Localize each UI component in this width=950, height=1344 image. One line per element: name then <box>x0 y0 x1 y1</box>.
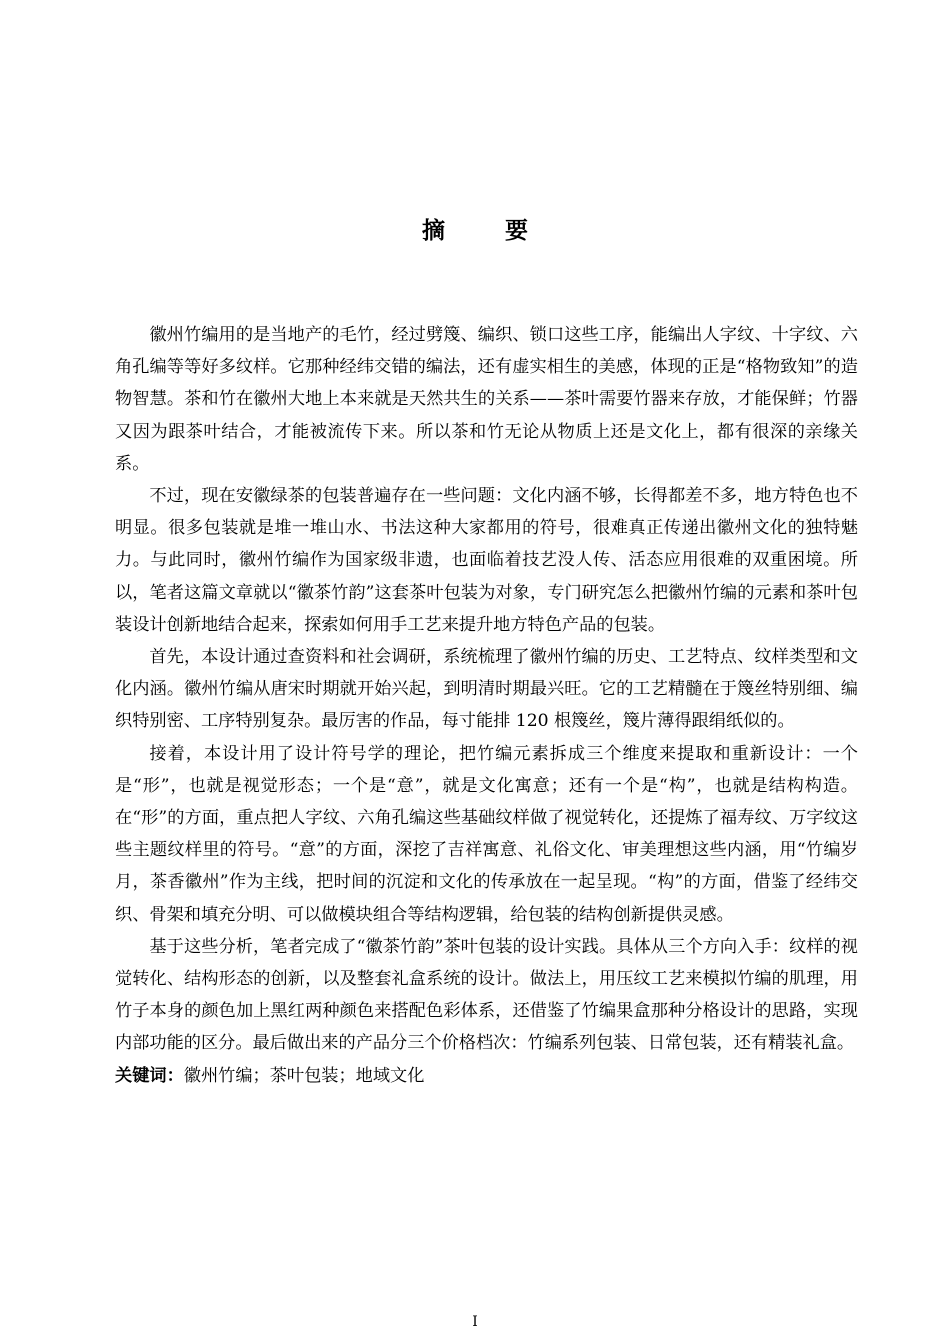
page-title: 摘 要 <box>421 218 554 244</box>
abstract-paragraph-1: 徽州竹编用的是当地产的毛竹，经过劈篾、编织、锁口这些工序，能编出人字纹、十字纹、六角孔编等等好多纹样。它那种经纬交错的编法，还有虚实相生的美感，体现的正是“格物致知”的造物智慧。茶和竹在徽州大地上本来就是天然共生的关系——茶叶需要竹器来存放，才能保鲜；竹器又因为跟茶叶结合，才能被流传下来。所以茶和竹无论从物质上还是文化上，都有很深的亲缘关系。 <box>115 325 858 474</box>
abstract-paragraph-5: 基于这些分析，笔者完成了“徽茶竹韵”茶叶包装的设计实践。具体从三个方向入手：纹样的视觉转化、结构形态的创新，以及整套礼盒系统的设计。做法上，用压纹工艺来模拟竹编的肌理，用竹子本身的颜色加上黑红两种颜色来搭配色彩体系，还借鉴了竹编果盒那种分格设计的思路，实现内部功能的区分。最后做出来的产品分三个价格档次：竹编系列包装、日常包装，还有精装礼盒。 <box>115 936 858 1054</box>
page-number: I <box>472 1314 478 1330</box>
abstract-paragraph-4: 接着，本设计用了设计符号学的理论，把竹编元素拆成三个维度来提取和重新设计：一个是“形”，也就是视觉形态；一个是“意”，就是文化寓意；还有一个是“构”，也就是结构构造。在“形”的方面，重点把人字纹、六角孔编这些基础纹样做了视觉转化，还提炼了福寿纹、万字纹这些主题纹样里的符号。“意”的方面，深挖了吉祥寓意、礼俗文化、审美理想这些内涵，用“竹编岁月，茶香徽州”作为主线，把时间的沉淀和文化的传承放在一起呈现。“构”的方面，借鉴了经纬交织、骨架和填充分明、可以做模块组合等结构逻辑，给包装的结构创新提供灵感。 <box>115 743 858 925</box>
abstract-body <box>115 319 858 1092</box>
keywords-label: 关键词： <box>115 1065 184 1086</box>
keywords-line <box>115 1060 858 1092</box>
abstract-paragraph-2: 不过，现在安徽绿茶的包装普遍存在一些问题：文化内涵不够，长得都差不多，地方特色也不明显。很多包装就是堆一堆山水、书法这种大家都用的符号，很难真正传递出徽州文化的独特魅力。与此同时，徽州竹编作为国家级非遗，也面临着技艺没人传、活态应用很难的双重困境。所以，笔者这篇文章就以“徽茶竹韵”这套茶叶包装为对象，专门研究怎么把徽州竹编的元素和茶叶包装设计创新地结合起来，探索如何用手工艺来提升地方特色产品的包装。 <box>115 486 858 635</box>
keywords-list: 徽州竹编；茶叶包装；地域文化 <box>183 1065 425 1086</box>
abstract-paragraph-3: 首先，本设计通过查资料和社会调研，系统梳理了徽州竹编的历史、工艺特点、纹样类型和文化内涵。徽州竹编从唐宋时期就开始兴起，到明清时期最兴旺。它的工艺精髓在于篾丝特别细、编织特别密、工序特别复杂。最厉害的作品，每寸能排 120 根篾丝，篾片薄得跟绢纸似的。 <box>115 647 858 732</box>
